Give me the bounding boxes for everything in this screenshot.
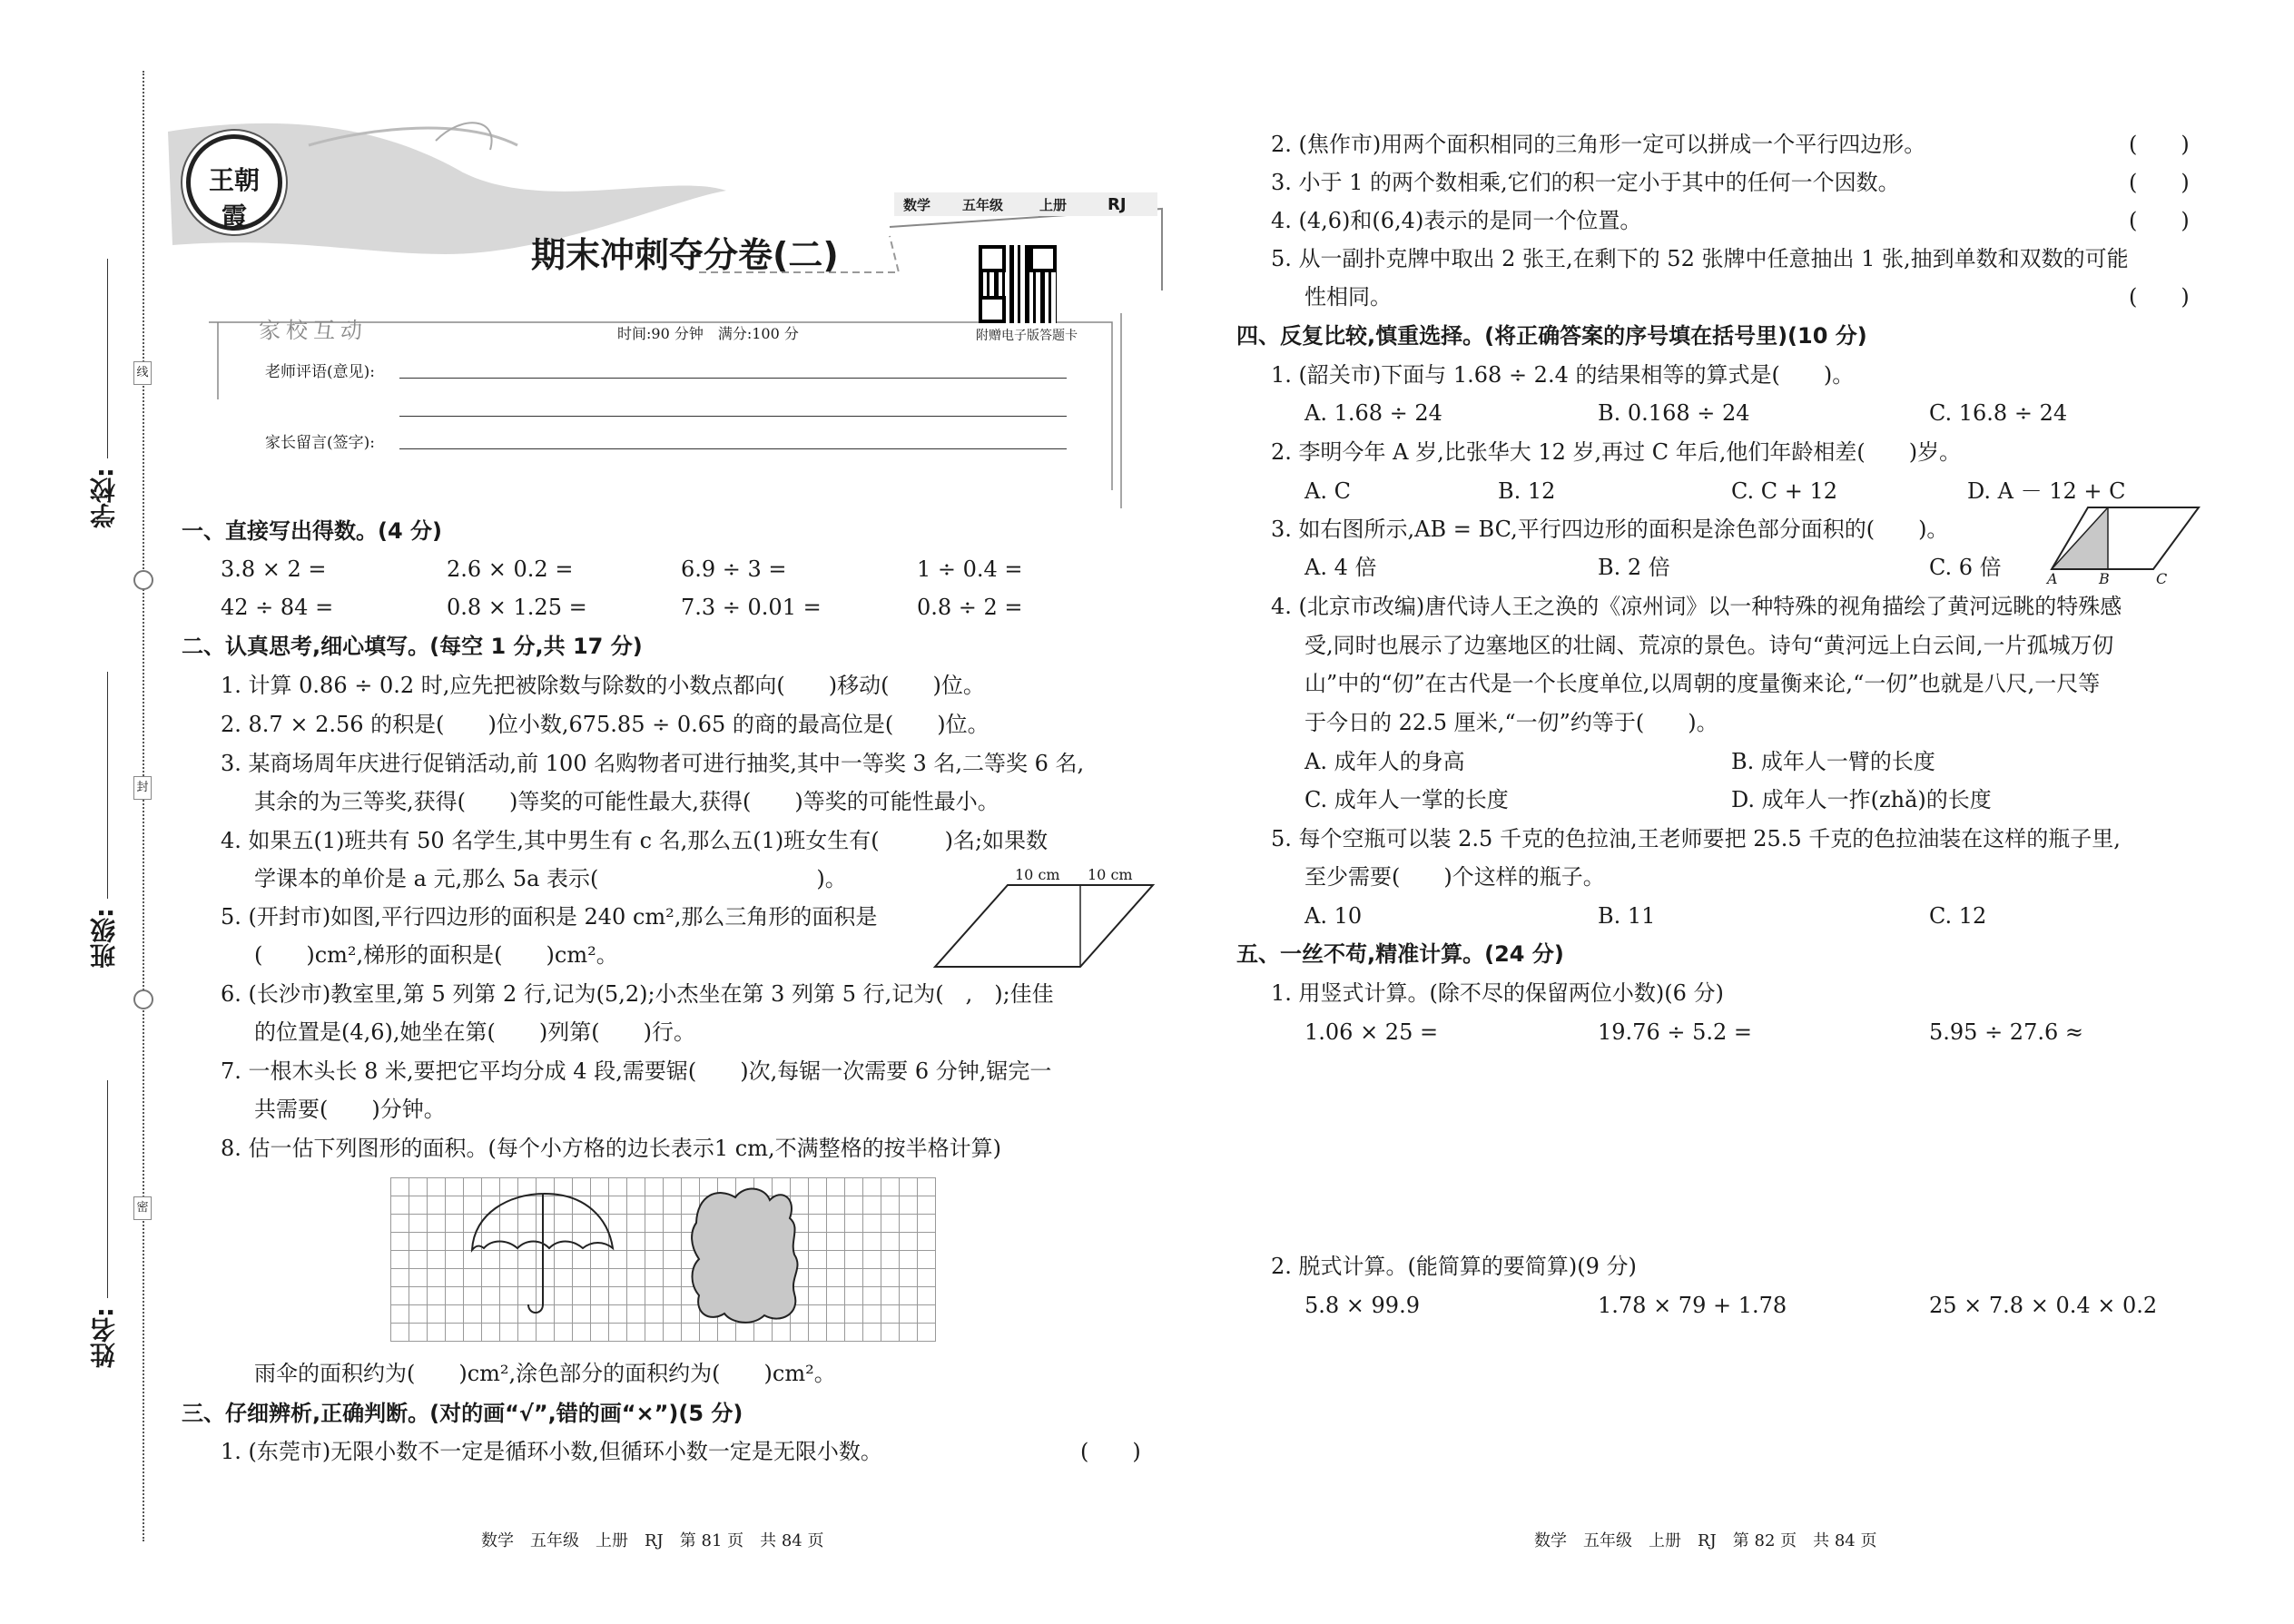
brand-logo	[186, 134, 282, 231]
s4-q4-option[interactable]: B. 成年人一臂的长度	[1731, 749, 1935, 774]
q3-parallelogram-figure	[2043, 504, 2206, 576]
q8-grid	[390, 1177, 936, 1342]
s4-q1-option[interactable]: C. 16.8 ÷ 24	[1929, 400, 2068, 426]
home-school-label: 家校互动	[259, 318, 368, 343]
binding-hole	[133, 989, 153, 1009]
s2-q4b: 学课本的单价是 a 元,那么 5a 表示( )。	[254, 866, 847, 891]
s4-q5-option[interactable]: C. 12	[1929, 903, 1987, 929]
s4-q5-option[interactable]: B. 11	[1598, 903, 1656, 929]
s1-item: 0.8 × 1.25 =	[447, 595, 587, 620]
time-info: 时间:90 分钟 满分:100 分	[617, 325, 799, 342]
q5-parallelogram-figure	[926, 881, 1162, 971]
s5-q2: 2. 脱式计算。(能简算的要简算)(9 分)	[1271, 1254, 1637, 1279]
s4-q1-option[interactable]: A. 1.68 ÷ 24	[1305, 400, 1442, 426]
s2-q4a: 4. 如果五(1)班共有 50 名学生,其中男生有 c 名,那么五(1)班女生有( )名;如果数	[221, 828, 1049, 853]
s3-q2: 2. (焦作市)用两个面积相同的三角形一定可以拼成一个平行四边形。	[1271, 132, 1926, 157]
footer-right: 数学 五年级 上册 RJ 第 82 页 共 84 页	[1534, 1531, 1877, 1550]
s4-q4-option[interactable]: D. 成年人一拃(zhǎ)的长度	[1731, 787, 1992, 812]
brand-logo-text: 王朝霞	[208, 165, 260, 231]
parent-comment-label: 家长留言(签字):	[265, 434, 375, 452]
section-5-heading: 五、一丝不苟,精准计算。(24 分)	[1236, 941, 1564, 967]
class-label: 班级:	[89, 908, 119, 969]
tag-grade: 五年级	[962, 197, 1004, 213]
footer-left: 数学 五年级 上册 RJ 第 81 页 共 84 页	[481, 1531, 824, 1550]
s3-q5b: 性相同。	[1305, 284, 1392, 310]
binding-hole	[133, 570, 153, 590]
s4-q5b: 至少需要( )个这样的瓶子。	[1305, 864, 1605, 890]
s2-q2: 2. 8.7 × 2.56 的积是( )位小数,675.85 ÷ 0.65 的商的最高位是( )位。	[221, 712, 989, 737]
section-4-heading: 四、反复比较,慎重选择。(将正确答案的序号填在括号里)(10 分)	[1236, 323, 1867, 349]
s2-q8-answer: 雨伞的面积约为( )cm²,涂色部分的面积约为( )cm²。	[254, 1361, 836, 1386]
s5-q2-item: 25 × 7.8 × 0.4 × 0.2	[1929, 1293, 2158, 1318]
q3-fig-label: C	[2156, 570, 2168, 587]
s4-q1-option[interactable]: B. 0.168 ÷ 24	[1598, 400, 1750, 426]
s4-q1: 1. (韶关市)下面与 1.68 ÷ 2.4 的结果相等的算式是( )。	[1271, 362, 1855, 388]
q3-fig-label: B	[2099, 570, 2110, 587]
s4-q2-option[interactable]: D. A － 12 + C	[1967, 478, 2126, 504]
section-1-heading: 一、直接写出得数。(4 分)	[182, 518, 442, 544]
school-field[interactable]	[107, 259, 108, 458]
s2-q5a: 5. (开封市)如图,平行四边形的面积是 240 cm²,那么三角形的面积是	[221, 904, 878, 930]
s5-q1-item: 19.76 ÷ 5.2 =	[1598, 1019, 1752, 1045]
section-3-heading: 三、仔细辨析,正确判断。(对的画“√”,错的画“×”)(5 分)	[182, 1401, 743, 1426]
s5-q1-item: 1.06 × 25 =	[1305, 1019, 1439, 1045]
s2-q6b: 的位置是(4,6),她坐在第( )列第( )行。	[254, 1019, 695, 1045]
s2-q3b: 其余的为三等奖,获得( )等奖的可能性最大,获得( )等奖的可能性最小。	[254, 789, 999, 814]
s3-q3: 3. 小于 1 的两个数相乘,它们的积一定小于其中的任何一个因数。	[1271, 170, 1900, 195]
answer-bracket[interactable]: ( )	[1080, 1439, 1141, 1464]
s4-q4d: 于今日的 22.5 厘米,“一仞”约等于( )。	[1305, 710, 1718, 735]
s5-q1-item: 5.95 ÷ 27.6 ≈	[1929, 1019, 2083, 1045]
s4-q3-option[interactable]: A. 4 倍	[1305, 555, 1377, 580]
name-label: 姓名:	[89, 1307, 119, 1369]
teacher-comment-label: 老师评语(意见):	[265, 363, 375, 381]
s1-item: 2.6 × 0.2 =	[447, 556, 574, 582]
s5-q1-work-area[interactable]	[1305, 1053, 2194, 1244]
s4-q2-option[interactable]: A. C	[1305, 478, 1351, 504]
school-label: 学校:	[89, 468, 119, 529]
binding-mark-mi: 密	[133, 1196, 152, 1220]
name-field[interactable]	[107, 1080, 108, 1298]
s4-q4-option[interactable]: C. 成年人一掌的长度	[1305, 787, 1509, 812]
s5-q2-work-area[interactable]	[1305, 1325, 2194, 1507]
s1-item: 6.9 ÷ 3 =	[681, 556, 787, 582]
s2-q6a: 6. (长沙市)教室里,第 5 列第 2 行,记为(5,2);小杰坐在第 3 列第 5 行,记为( , );佳佳	[221, 981, 1054, 1007]
answer-bracket[interactable]: ( )	[2129, 170, 2190, 195]
s3-q5a: 5. 从一副扑克牌中取出 2 张王,在剩下的 52 张牌中任意抽出 1 张,抽到单数和双数的可能	[1271, 246, 2129, 271]
q5-fig-label: 10 cm	[1088, 866, 1133, 883]
s1-item: 7.3 ÷ 0.01 =	[681, 595, 822, 620]
tag-edition: RJ	[1108, 195, 1127, 214]
s4-q3-option[interactable]: C. 6 倍	[1929, 555, 2002, 580]
s1-item: 42 ÷ 84 =	[221, 595, 334, 620]
binding-dotted-line	[143, 71, 144, 1541]
s4-q3-option[interactable]: B. 2 倍	[1598, 555, 1670, 580]
s2-q7b: 共需要( )分钟。	[254, 1097, 446, 1122]
section-2-heading: 二、认真思考,细心填写。(每空 1 分,共 17 分)	[182, 634, 643, 659]
q3-fig-label: A	[2047, 570, 2058, 587]
s4-q2: 2. 李明今年 A 岁,比张华大 12 岁,再过 C 年后,他们年龄相差( )岁。	[1271, 439, 1962, 465]
s2-q3a: 3. 某商场周年庆进行促销活动,前 100 名购物者可进行抽奖,其中一等奖 3 名,二等奖 6 名,	[221, 751, 1085, 776]
class-field[interactable]	[107, 672, 108, 899]
s5-q1: 1. 用竖式计算。(除不尽的保留两位小数)(6 分)	[1271, 980, 1724, 1006]
teacher-comment-line-2[interactable]	[399, 416, 1067, 417]
s4-q4c: 山”中的“仞”在古代是一个长度单位,以周朝的度量衡来论,“一仞”也就是八尺,一尺等	[1305, 671, 2101, 696]
s4-q4a: 4. (北京市改编)唐代诗人王之涣的《凉州词》以一种特殊的视角描绘了黄河远眺的特殊感	[1271, 594, 2122, 619]
answer-bracket[interactable]: ( )	[2129, 132, 2190, 157]
qr-code[interactable]	[979, 245, 1057, 323]
parent-comment-line[interactable]	[399, 448, 1067, 449]
s4-q5-option[interactable]: A. 10	[1305, 903, 1363, 929]
s1-item: 1 ÷ 0.4 =	[917, 556, 1023, 582]
s2-q1: 1. 计算 0.86 ÷ 0.2 时,应先把被除数与除数的小数点都向( )移动( )位。	[221, 673, 985, 698]
s3-q4: 4. (4,6)和(6,4)表示的是同一个位置。	[1271, 208, 1642, 233]
teacher-comment-line[interactable]	[399, 378, 1067, 379]
q5-fig-label: 10 cm	[1015, 866, 1060, 883]
s1-item: 3.8 × 2 =	[221, 556, 327, 582]
s2-q7a: 7. 一根木头长 8 米,要把它平均分成 4 段,需要锯( )次,每锯一次需要 6 分钟,锯完一	[221, 1058, 1052, 1084]
s4-q4b: 受,同时也展示了边塞地区的壮阔、荒凉的景色。诗句“黄河远上白云间,一片孤城万仞	[1305, 633, 2114, 658]
s4-q2-option[interactable]: C. C + 12	[1731, 478, 1838, 504]
s4-q3: 3. 如右图所示,AB = BC,平行四边形的面积是涂色部分面积的( )。	[1271, 517, 1949, 542]
subject-tag-bar	[894, 192, 1157, 216]
tag-subject: 数学	[903, 197, 931, 213]
s5-q2-item: 5.8 × 99.9	[1305, 1293, 1420, 1318]
page-title: 期末冲刺夺分卷(二)	[531, 235, 839, 275]
s2-q8: 8. 估一估下列图形的面积。(每个小方格的边长表示1 cm,不满整格的按半格计算)	[221, 1136, 1001, 1161]
answer-bracket[interactable]: ( )	[2129, 284, 2190, 310]
qr-caption: 附赠电子版答题卡	[976, 329, 1078, 343]
s4-q4-option[interactable]: A. 成年人的身高	[1305, 749, 1465, 774]
s4-q5a: 5. 每个空瓶可以装 2.5 千克的色拉油,王老师要把 25.5 千克的色拉油装在这样的瓶子里,	[1271, 826, 2121, 851]
umbrella-shape	[390, 1177, 935, 1341]
s2-q5b: ( )cm²,梯形的面积是( )cm²。	[254, 942, 618, 968]
s5-q2-item: 1.78 × 79 + 1.78	[1598, 1293, 1787, 1318]
tag-term: 上册	[1039, 197, 1068, 213]
s1-item: 0.8 ÷ 2 =	[917, 595, 1023, 620]
binding-mark-feng: 封	[133, 776, 152, 800]
s4-q2-option[interactable]: B. 12	[1498, 478, 1556, 504]
binding-mark-xian: 线	[133, 361, 152, 385]
answer-bracket[interactable]: ( )	[2129, 208, 2190, 233]
s3-q1: 1. (东莞市)无限小数不一定是循环小数,但循环小数一定是无限小数。	[221, 1439, 882, 1464]
